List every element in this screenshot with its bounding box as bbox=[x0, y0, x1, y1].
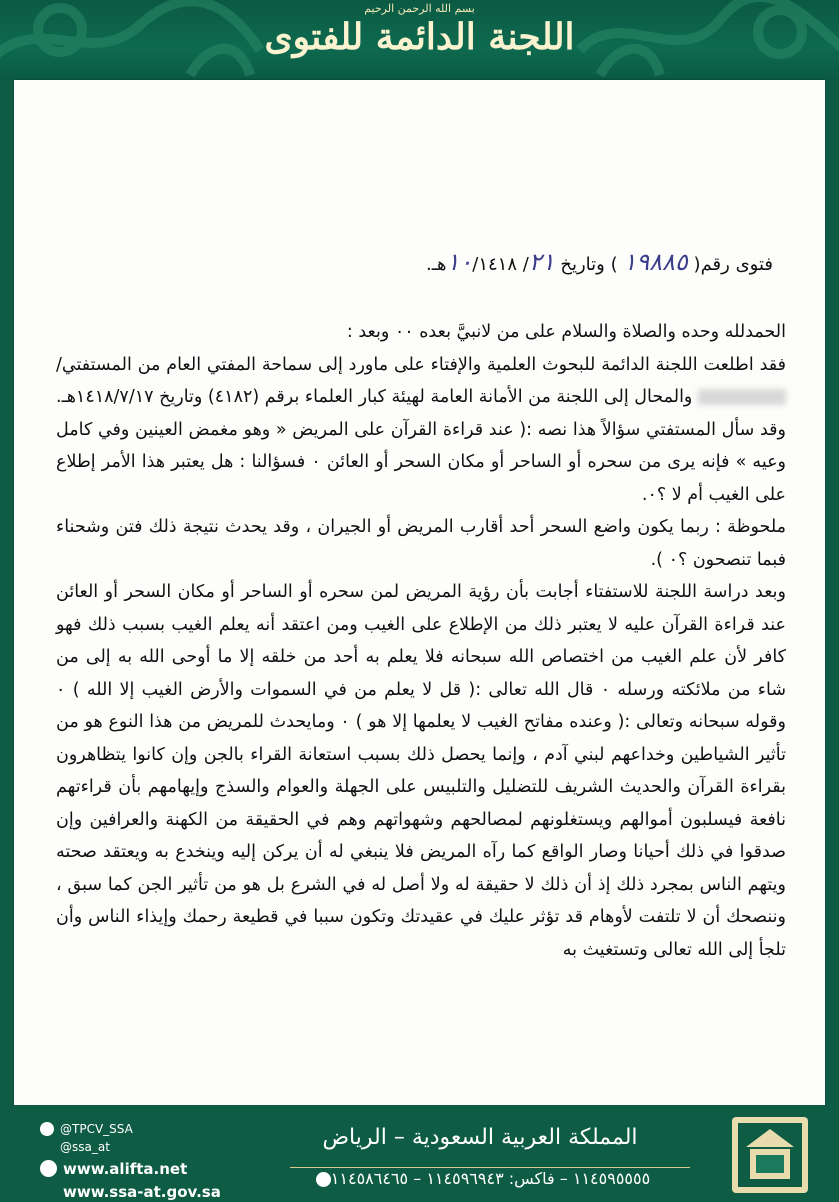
twitter-handle-1[interactable] bbox=[40, 1120, 221, 1138]
fatwa-month-handwritten: ١٠ bbox=[446, 248, 473, 276]
note-paragraph: ملحوظة : ربما يكون واضع السحر أحد أقارب المريض أو الجيران ، وقد يحدث نتيجة ذلك فتن وشحناء فبما تنصحون ؟٠ ). bbox=[56, 517, 786, 570]
answer-paragraph: وبعد دراسة اللجنة للاستفتاء أجابت بأن رؤية المريض لمن سحره أو الساحر أو مكان السحر أو العائن عند قراءة القرآن عليه لا يعتبر ذلك من الإطلاع على الغيب ومن اعتقد أنه يعلم الغيب بسبب ذلك فهو كافر لأن علم الغيب من اختصاص الله سبحانه فلا يعلم به أحد من خلقه إلا ما أوحى الله به إلى من شاء من ملائكته ورسله ٠ قال الله تعالى :( قل لا يعلم من في السموات والأرض الغيب إلا الله ) ٠ وقوله سبحانه وتعالى :( وعنده مفاتح الغيب لا يعلمها إلا هو ) ٠ ومايحدث للمريض من هذا النوع هو من تأثير الشياطين وخداعهم لبني آدم ، وإنما يحصل ذلك بسبب استعانة القراء بالجن وإن كانوا يتظاهرون بقراءة القرآن والحديث الشريف للتضليل والتلبيس على الجهلة والعوام والسذج وإيهامهم بأن قراءتهم نافعة فيسلبون أموالهم ويستغلونهم لمصالحهم وشهواتهم وهم في الحقيقة من الكهنة والعرافين وإن صدقوا في ذلك أحيانا وصار الواقع كما رآه المريض فلا ينبغي له أن يركن إليه وينخدع به ويعتقد صحته ويتهم الناس بمجرد ذلك إذ أن ذلك لا حقيقة له ولا أصل له في الشرع بل هو من تأثير الجن كما سبق ، وننصحك أن لا تلتفت لأوهام قد تؤثر عليك في عقيدتك وتكون سببا في قطيعة رحمك وإيذاء الناس وأن تلجأ إلى الله تعالى وتستغيث به bbox=[56, 582, 786, 960]
committee-logo bbox=[712, 1113, 822, 1197]
website-link-2[interactable] bbox=[40, 1181, 221, 1202]
country-city: المملكة العربية السعودية – الرياض bbox=[322, 1125, 638, 1150]
basmala-text: بسم الله الرحمن الرحيم bbox=[364, 2, 475, 15]
fatwa-reference-line bbox=[426, 248, 773, 276]
header-title: اللجنة الدائمة للفتوى bbox=[264, 16, 575, 58]
intro-text: فقد اطلعت اللجنة الدائمة للبحوث العلمية والإفتاء على ماورد إلى سماحة المفتي العام من المستفتي/ bbox=[56, 354, 786, 375]
fatwa-middle: ) وتاريخ bbox=[560, 254, 618, 275]
footer bbox=[0, 1105, 839, 1200]
twitter-handle-2[interactable] bbox=[40, 1138, 221, 1156]
fatwa-prefix: فتوى رقم( bbox=[693, 254, 773, 275]
footer-divider bbox=[290, 1167, 690, 1168]
opening-paragraph: الحمدلله وحده والصلاة والسلام على من لانبيَّ بعده ٠٠ وبعد : bbox=[346, 322, 786, 342]
header-banner bbox=[0, 0, 839, 80]
twitter-icon bbox=[40, 1122, 54, 1136]
website-text: www.ssa-at.gov.sa bbox=[63, 1182, 221, 1201]
intro-paragraph bbox=[56, 349, 786, 512]
fatwa-number-handwritten: ١٩٨٨٥ bbox=[623, 248, 688, 276]
redacted-name bbox=[698, 389, 786, 405]
fatwa-day-handwritten: ٢١ bbox=[528, 248, 555, 276]
twitter-handle-text: @TPCV_SSA bbox=[60, 1122, 133, 1136]
question-text: والمحال إلى اللجنة من الأمانة العامة لهيئة كبار العلماء برقم (٤١٨٢) وتاريخ ١٤١٨/٧/١٧هـ. وقد سأل المستفتي سؤالاً هذا نصه :( عند قراءة القرآن على المريض « وهو مغمض العينين وفي كامل وعيه » فإنه يرى من سحره أو الساحر أو مكان السحر أو العائن ٠ فسؤالنا : هل يعتبر هذا الأمر إطلاع على الغيب أم لا ؟٠. bbox=[56, 387, 786, 505]
website-link-1[interactable] bbox=[40, 1158, 221, 1179]
phone-icon bbox=[316, 1172, 331, 1187]
website-text: www.alifta.net bbox=[63, 1159, 188, 1178]
fatwa-body bbox=[56, 316, 786, 966]
date-separator: / bbox=[522, 254, 529, 275]
twitter-handle-text: @ssa_at bbox=[60, 1140, 110, 1154]
phone-numbers bbox=[270, 1169, 690, 1188]
globe-icon bbox=[40, 1160, 57, 1177]
fatwa-year: /١٤١٨هـ. bbox=[426, 254, 518, 275]
fatwa-document bbox=[14, 80, 825, 1105]
phones-text: ١١٤٥٩٥٥٥٥ – فاكس: ١١٤٥٩٦٩٤٣ – ١١٤٥٨٦٤٦٥ bbox=[330, 1169, 651, 1188]
contact-links bbox=[40, 1120, 221, 1202]
